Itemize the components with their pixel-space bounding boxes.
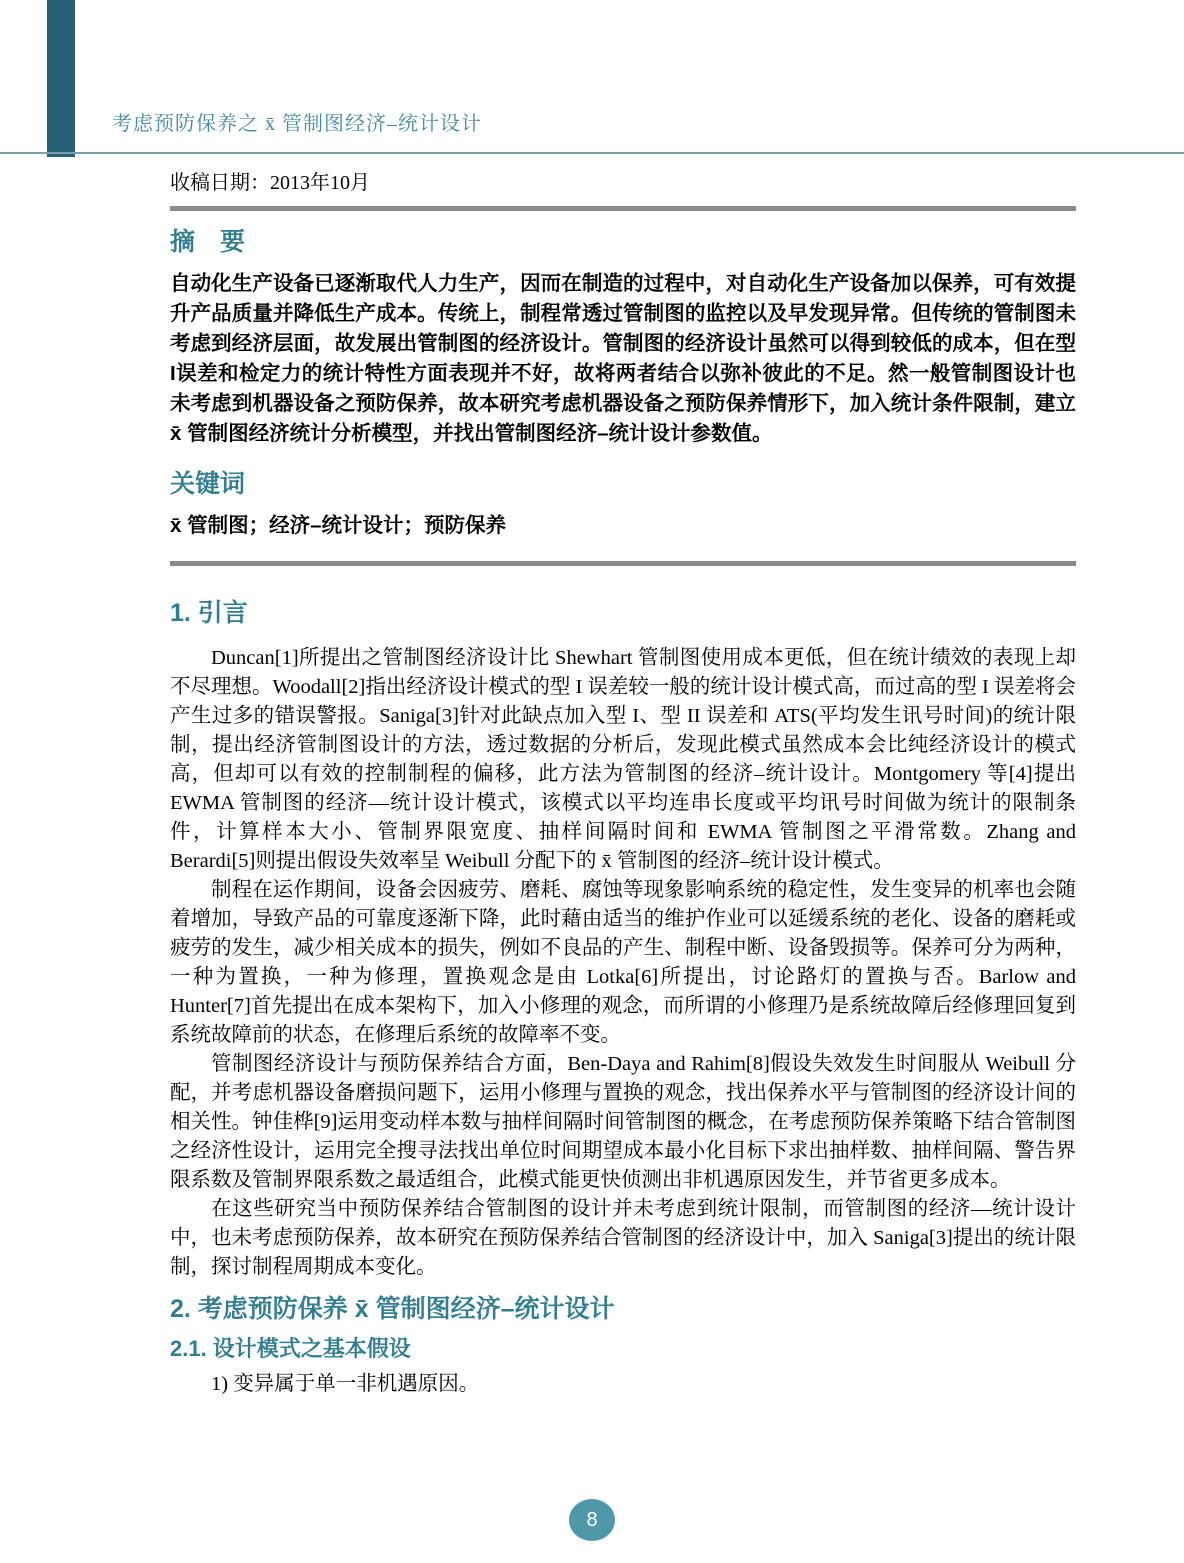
intro-paragraph-1: Duncan[1]所提出之管制图经济设计比 Shewhart 管制图使用成本更低，但在统计绩效的表现上却不尽理想。Woodall[2]指出经济设计模式的型 I 误差较一般的统计设计模式高，而过高的型 I 误差将会产生过多的错误警报。Saniga[3]针对此缺点加入型 I、型 II 误差和 ATS(平均发生讯号时间)的统计限制，提出经济管制图设计的方法，透过数据的分析后，发现此模式虽然成本会比纯经济设计的模式高，但却可以有效的控制制程的偏移，此方法为管制图的经济–统计设计。Montgomery 等[4]提出 EWMA 管制图的经济—统计设计模式，该模式以平均连串长度或平均讯号时间做为统计的限制条件，计算样本大小、管制界限宽度、抽样间隔时间和 EWMA 管制图之平滑常数。Zhang and Berardi[5]则提出假设失效率呈 Weibull 分配下的 x̄ 管制图的经济–统计设计模式。 (170, 647, 1077, 872)
received-date: 收稿日期：2013年10月 (170, 172, 370, 194)
page-content (170, 170, 1076, 1399)
abstract-heading: 摘 要 (170, 228, 246, 256)
keywords-heading: 关键词 (170, 470, 246, 498)
intro-paragraph-2: 制程在运作期间，设备会因疲劳、磨耗、腐蚀等现象影响系统的稳定性，发生变异的机率也会随着增加，导致产品的可靠度逐渐下降，此时藉由适当的维护作业可以延缓系统的老化、设备的磨耗或疲劳的发生，减少相关成本的损失，例如不良品的产生、制程中断、设备毁损等。保养可分为两种，一种为置换，一种为修理，置换观念是由 Lotka[6]所提出，讨论路灯的置换与否。Barlow and Hunter[7]首先提出在成本架构下，加入小修理的观念，而所谓的小修理乃是系统故障后经修理回复到系统故障前的状态，在修理后系统的故障率不变。 (170, 879, 1076, 1046)
intro-paragraph-3: 管制图经济设计与预防保养结合方面，Ben-Daya and Rahim[8]假设失效发生时间服从 Weibull 分配，并考虑机器设备磨损问题下，运用小修理与置换的观念，找出保养水平与管制图的经济设计间的相关性。钟佳桦[9]运用变动样本数与抽样间隔时间管制图的概念，在考虑预防保养策略下结合管制图之经济性设计，运用完全搜寻法找出单位时间期望成本最小化目标下求出抽样数、抽样间隔、警告界限系数及管制界限系数之最适组合，此模式能更快侦测出非机遇原因发生，并节省更多成本。 (170, 1053, 1076, 1191)
page-number-badge (569, 1499, 615, 1541)
divider-rule-bottom (170, 561, 1076, 566)
intro-paragraph-4: 在这些研究当中预防保养结合管制图的设计并未考虑到统计限制，而管制图的经济—统计设计中，也未考虑预防保养，故本研究在预防保养结合管制图的经济设计中，加入 Saniga[3]提出的统计限制，探讨制程周期成本变化。 (170, 1198, 1076, 1278)
section-2-1-heading: 2.1. 设计模式之基本假设 (170, 1336, 411, 1361)
running-header-title: 考虑预防保养之 x̄ 管制图经济–统计设计 (112, 113, 482, 135)
divider-rule-top (170, 206, 1076, 211)
section-1-heading: 1. 引言 (170, 599, 248, 627)
section-2-heading: 2. 考虑预防保养 x̄ 管制图经济–统计设计 (170, 1295, 615, 1323)
abstract-text: 自动化生产设备已逐渐取代人力生产，因而在制造的过程中，对自动化生产设备加以保养，可有效提升产品质量并降低生产成本。传统上，制程常透过管制图的监控以及早发现异常。但传统的管制图未考虑到经济层面，故发展出管制图的经济设计。管制图的经济设计虽然可以得到较低的成本，但在型I误差和检定力的统计特性方面表现并不好，故将两者结合以弥补彼此的不足。然一般管制图设计也未考虑到机器设备之预防保养，故本研究考虑机器设备之预防保养情形下，加入统计条件限制，建立 x̄ 管制图经济统计分析模型，并找出管制图经济–统计设计参数值。 (170, 272, 1076, 445)
assumption-item-1: 1) 变异属于单一非机遇原因。 (211, 1373, 480, 1395)
page-header (0, 0, 1184, 154)
keywords-text: x̄ 管制图；经济–统计设计；预防保养 (170, 514, 506, 537)
page-number: 8 (586, 1508, 598, 1531)
